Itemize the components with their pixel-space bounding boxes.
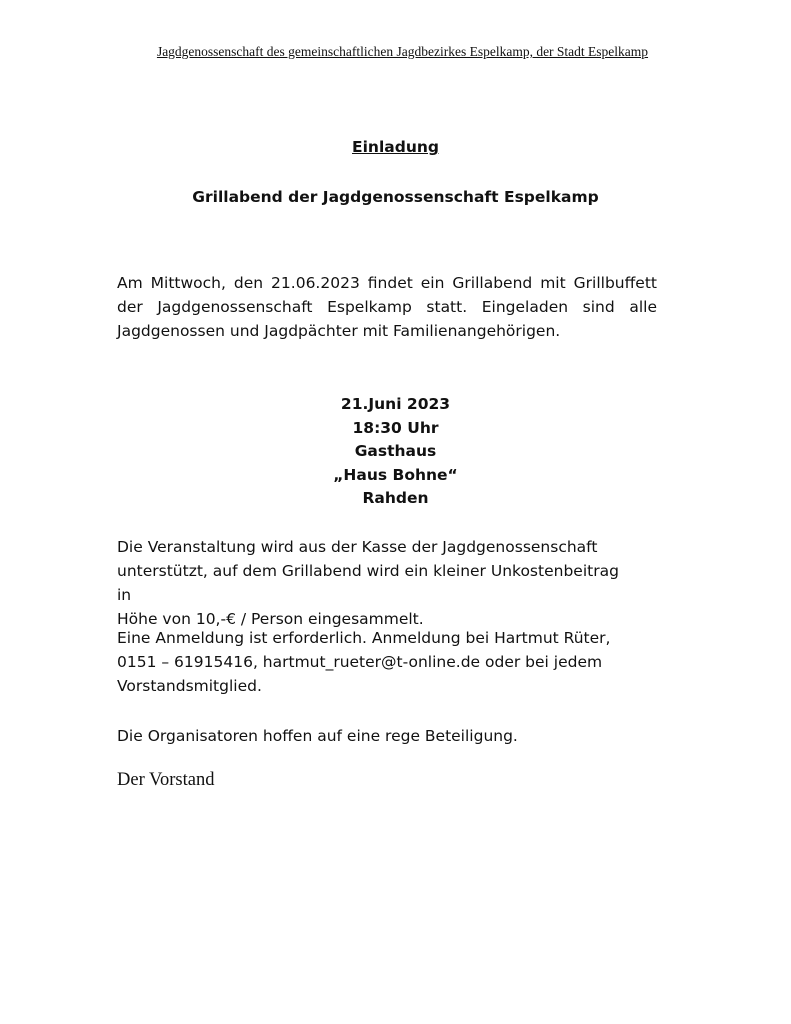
intro-line: Jagdgenossen und Jagdpächter mit Familienangehörigen. [117, 322, 561, 340]
event-date: 21.Juni 2023 [340, 395, 451, 413]
registration-line: Eine Anmeldung ist erforderlich. Anmeldung bei Hartmut Rüter, [117, 629, 611, 647]
costs-paragraph [117, 535, 637, 631]
event-time: 18:30 Uhr [352, 418, 439, 437]
registration-line: Vorstandsmitglied. [117, 677, 262, 695]
costs-line: Die Veranstaltung wird aus der Kasse der Jagdgenossenschaft [117, 538, 598, 556]
signature: Der Vorstand [117, 770, 215, 790]
event-venue-name: „Haus Bohne“ [333, 465, 458, 484]
closing-paragraph: Die Organisatoren hoffen auf eine rege Beteiligung. [117, 727, 518, 745]
intro-line: Am Mittwoch, den 21.06.2023 findet ein Grillabend mit Grillbuffett [117, 274, 657, 292]
event-town: Rahden [362, 489, 429, 507]
page-title: Einladung [352, 138, 439, 156]
costs-line: unterstützt, auf dem Grillabend wird ein kleiner Unkostenbeitrag in [117, 562, 619, 604]
costs-line: Höhe von 10,-€ / Person eingesammelt. [117, 610, 424, 628]
letterhead: Jagdgenossenschaft des gemeinschaftlichen Jagdbezirkes Espelkamp, der Stadt Espelkamp [156, 44, 649, 59]
registration-line: 0151 – 61915416, hartmut_rueter@t-online.de oder bei jedem [117, 653, 603, 671]
intro-paragraph [117, 271, 657, 343]
event-venue-type: Gasthaus [354, 442, 437, 460]
event-details [0, 393, 791, 511]
intro-line: der Jagdgenossenschaft Espelkamp statt. Eingeladen sind alle [117, 298, 657, 316]
page-subtitle: Grillabend der Jagdgenossenschaft Espelkamp [192, 188, 599, 206]
registration-paragraph [117, 626, 637, 698]
